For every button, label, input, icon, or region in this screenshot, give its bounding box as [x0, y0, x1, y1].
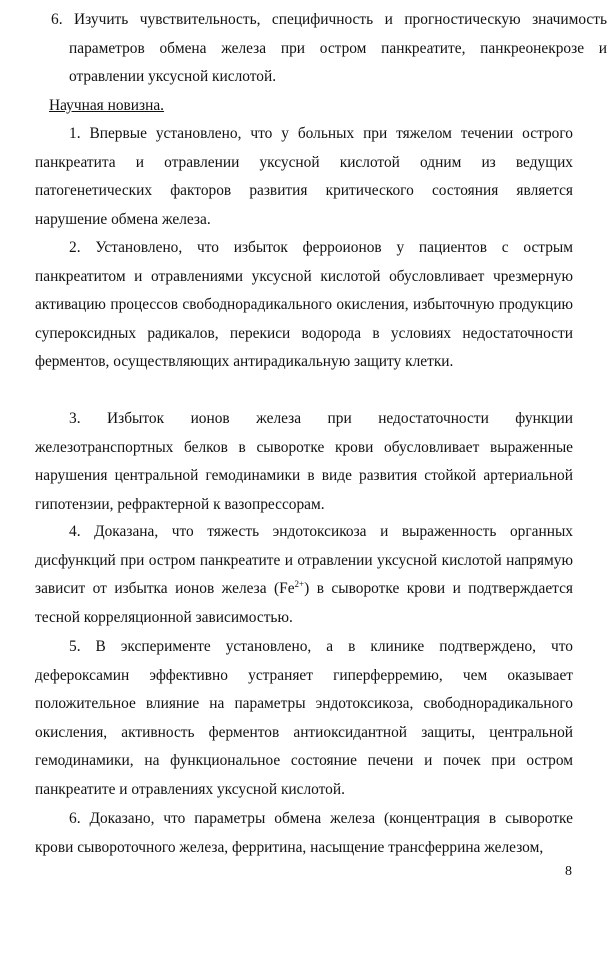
novelty-item-1: 1. Впервые установлено, что у больных при тяжелом течении острого панкреатита и отравлении уксусной кислотой одним из ведущих патогенетических факторов развития критического состояния является нарушение обмена железа.: [35, 125, 573, 228]
section-heading-novelty: Научная новизна.: [49, 97, 165, 114]
task-item-6: 6. Изучить чувствительность, специфичность и прогностическую значимость параметров обмена железа при остром панкреатите, панкреонекрозе и отравлении уксусной кислотой.: [51, 11, 607, 86]
novelty-item-4-text-end: ) в сыворотке крови и подтверждается тесной корреляционной зависимостью.: [35, 580, 573, 626]
novelty-item-5: 5. В эксперименте установлено, а в клинике подтверждено, что дефероксамин эффективно устраняет гиперферремию, чем оказывает положительное влияние на параметры эндотоксикоза, свободнорадикального окисления, активность ферментов антиоксидантной защиты, центральной гемодинамики, на функциональное состояние печени и почек при остром панкреатите и отравлениях уксусной кислотой.: [35, 638, 573, 798]
novelty-item-4-text: 4. Доказана, что тяжесть эндотоксикоза и выраженность органных дисфункций при остром панкреатите и отравлении уксусной кислотой напрямую зависит от избытка ионов железа (Fe: [35, 523, 573, 598]
novelty-item-3: 3. Избыток ионов железа при недостаточности функции железотранспортных белков в сыворотке крови обусловливает выраженные нарушения центральной гемодинамики в виде развития стойкой артериальной гипотензии, рефрактерной к вазопрессорам.: [35, 410, 573, 513]
ion-charge-superscript: 2+: [294, 579, 305, 590]
page-number: 8: [565, 864, 572, 879]
novelty-item-4: [35, 518, 573, 632]
novelty-item-2: 2. Установлено, что избыток ферроионов у пациентов с острым панкреатитом и отравлениями уксусной кислотой обусловливает чрезмерную активацию процессов свободнорадикального окисления, избыточную продукцию супероксидных радикалов, перекиси водорода в условиях недостаточности ферментов, осуществляющих антирадикальную защиту клетки.: [35, 239, 573, 371]
novelty-item-6: 6. Доказано, что параметры обмена железа (концентрация в сыворотке крови сывороточного железа, ферритина, насыщение трансферрина железом,: [35, 810, 573, 856]
